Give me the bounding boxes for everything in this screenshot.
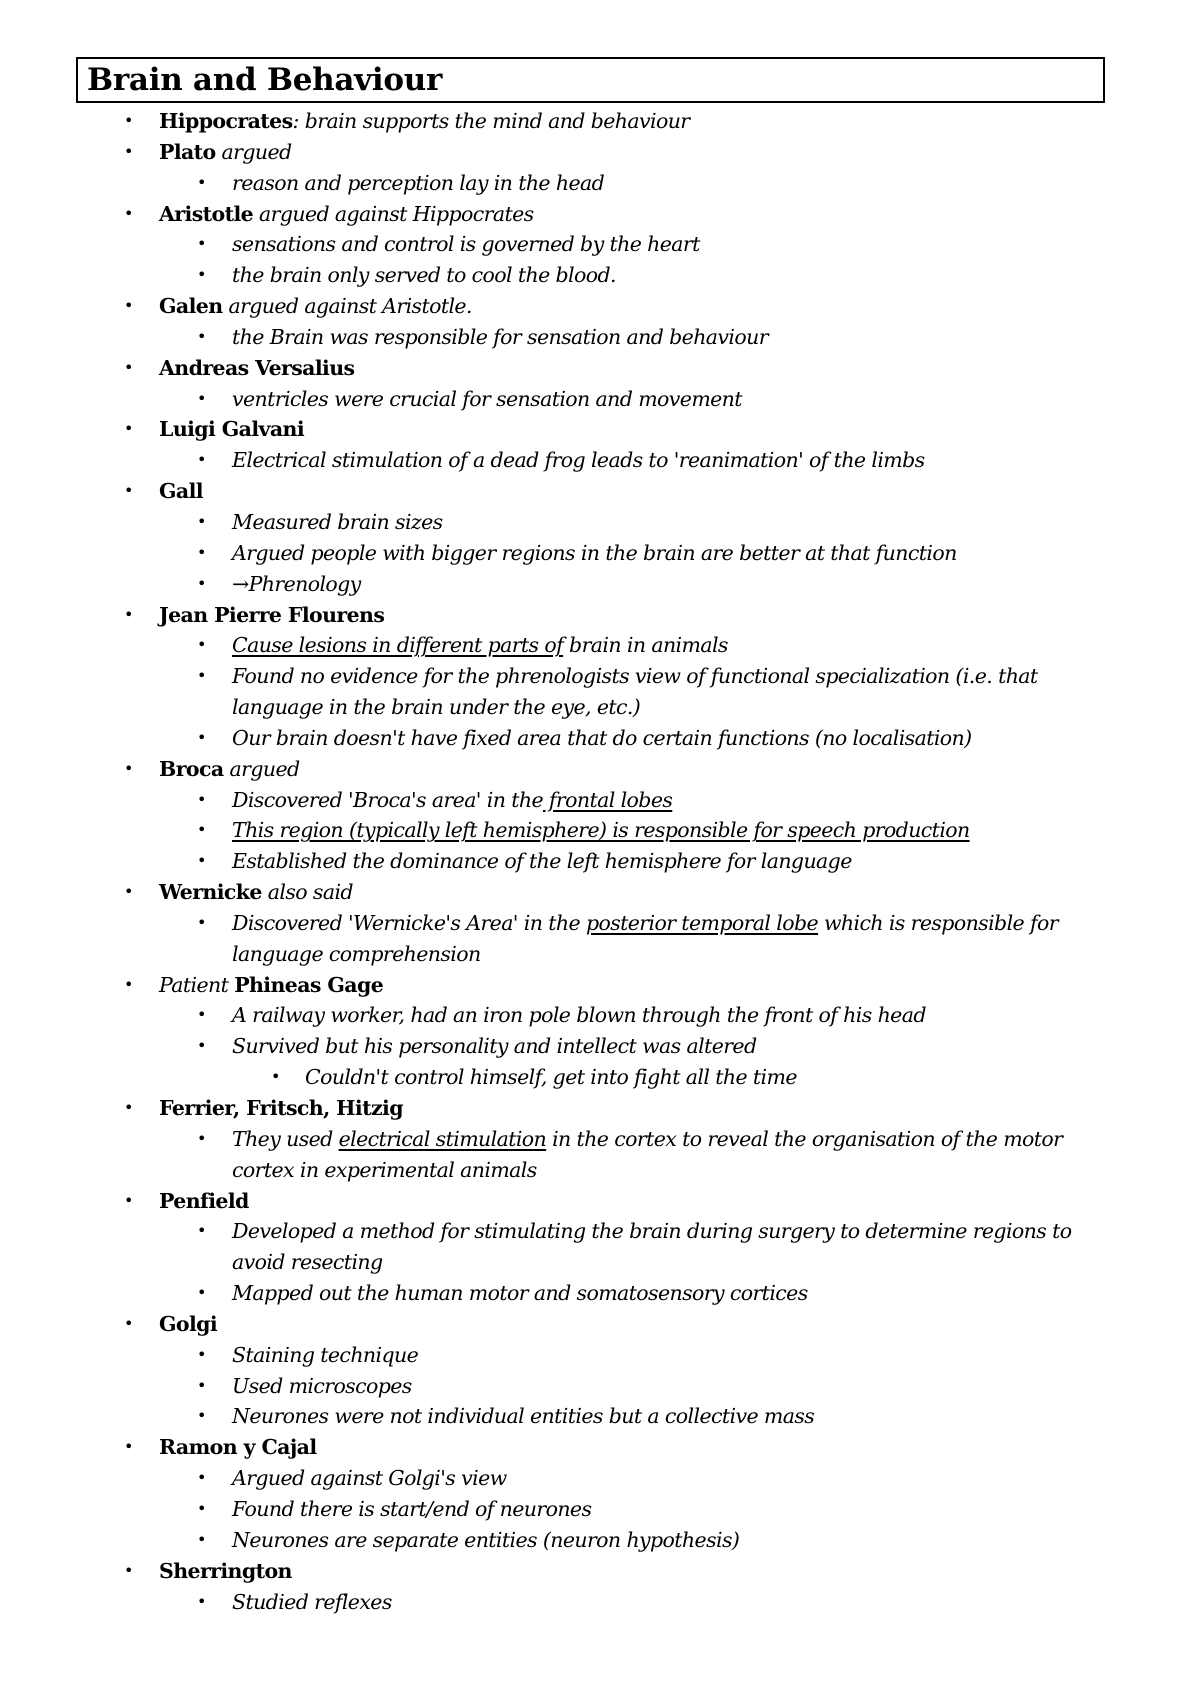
sub-item xyxy=(0,1371,1092,1402)
topic-name: Jean Pierre Flourens xyxy=(159,602,385,627)
bullet-icon: • xyxy=(124,296,133,316)
bullet-icon: • xyxy=(197,388,206,408)
note-text: which is responsible for language comprehension xyxy=(232,910,1058,966)
bullet-icon: • xyxy=(197,789,206,809)
sub-item xyxy=(0,260,1092,291)
topic-item xyxy=(0,1432,1200,1463)
note-text: Mapped out the human motor and somatosensory cortices xyxy=(232,1281,808,1306)
note-text: Our brain doesn't have fixed area that do certain functions (no localisation) xyxy=(232,725,972,750)
sub-item xyxy=(0,723,1092,754)
topic-name: Penfield xyxy=(159,1188,249,1213)
bullet-icon: • xyxy=(271,1067,280,1087)
note-text: posterior temporal lobe xyxy=(585,910,819,935)
note-text: argued xyxy=(215,139,292,164)
sub-item xyxy=(0,384,1092,415)
bullet-icon: • xyxy=(197,573,206,593)
topic-name: Andreas Versalius xyxy=(159,355,355,380)
bullet-icon: • xyxy=(124,357,133,377)
sub-item xyxy=(0,1494,1092,1525)
note-text: Patient xyxy=(159,972,235,997)
bullet-icon: • xyxy=(197,1591,206,1611)
page-title: Brain and Behaviour xyxy=(87,61,443,98)
sub-item xyxy=(0,168,1092,199)
note-text: Argued people with bigger regions in the brain are better at that function xyxy=(232,540,957,565)
topic-item xyxy=(0,1093,1200,1124)
note-text: the brain only served to cool the blood. xyxy=(232,263,616,288)
note-text: argued xyxy=(223,756,300,781)
sub-item xyxy=(0,1401,1092,1432)
note-text: Cause lesions in different parts of xyxy=(232,633,564,658)
topic-name: Broca xyxy=(159,756,224,781)
bullet-icon: • xyxy=(197,820,206,840)
bullet-icon: • xyxy=(124,419,133,439)
topic-item xyxy=(0,1309,1200,1340)
bullet-icon: • xyxy=(197,1375,206,1395)
bullet-icon: • xyxy=(124,111,133,130)
note-text: Found there is start/end of neurones xyxy=(232,1496,592,1521)
notes-list xyxy=(0,106,1200,1617)
note-text: ventricles were crucial for sensation and movement xyxy=(232,386,742,411)
sub-item xyxy=(0,661,1092,723)
topic-item xyxy=(0,1556,1200,1587)
note-text: also said xyxy=(261,880,353,905)
topic-item xyxy=(0,137,1200,168)
note-text: reason and perception lay in the head xyxy=(232,170,605,195)
sub-item xyxy=(0,785,1092,816)
note-text: Used microscopes xyxy=(232,1373,412,1398)
topic-name: Phineas Gage xyxy=(234,972,384,997)
note-text: Couldn't control himself, get into fight all the time xyxy=(305,1065,797,1090)
bullet-icon: • xyxy=(197,1344,206,1364)
note-text: the Brain was responsible for sensation and behaviour xyxy=(232,324,768,349)
topic-name: Galen xyxy=(159,294,223,319)
topic-item xyxy=(0,754,1200,785)
note-text: Discovered 'Wernicke's Area' in the xyxy=(232,910,586,935)
sub-item xyxy=(0,1216,1092,1278)
note-text: Argued against Golgi's view xyxy=(232,1466,507,1491)
sub-item xyxy=(0,1587,1092,1618)
topic-name: Sherrington xyxy=(159,1558,292,1583)
bullet-icon: • xyxy=(197,1498,206,1518)
bullet-icon: • xyxy=(124,604,133,624)
bullet-icon: • xyxy=(124,1313,133,1333)
topic-name: Aristotle xyxy=(159,201,254,226)
bullet-icon: • xyxy=(197,450,206,470)
bullet-icon: • xyxy=(197,172,206,192)
note-text: Neurones are separate entities (neuron hypothesis) xyxy=(232,1527,740,1552)
note-text: Neurones were not individual entities but a collective mass xyxy=(232,1404,815,1429)
topic-name: Luigi Galvani xyxy=(159,417,305,442)
note-text: Staining technique xyxy=(232,1342,419,1367)
bullet-icon: • xyxy=(197,234,206,254)
sub-item xyxy=(0,815,1092,846)
topic-item xyxy=(0,414,1200,445)
topic-name: Gall xyxy=(159,479,203,504)
note-text: Established the dominance of the left hemisphere for language xyxy=(232,849,852,874)
note-text: They used xyxy=(232,1126,339,1151)
bullet-icon: • xyxy=(197,1221,206,1241)
bullet-icon: • xyxy=(197,1468,206,1488)
note-text: brain in animals xyxy=(563,633,728,658)
note-text: A railway worker, had an iron pole blown through the front of his head xyxy=(232,1003,926,1028)
bullet-icon: • xyxy=(124,758,133,778)
topic-name: Ramon y Cajal xyxy=(159,1435,317,1460)
topic-name: Golgi xyxy=(159,1311,218,1336)
bullet-icon: • xyxy=(197,1529,206,1549)
bullet-icon: • xyxy=(197,666,206,686)
sub-item xyxy=(0,538,1092,569)
topic-item xyxy=(0,476,1200,507)
sub-item xyxy=(0,507,1092,538)
bullet-icon: • xyxy=(197,851,206,871)
sub-item xyxy=(0,1463,1092,1494)
bullet-icon: • xyxy=(197,1128,206,1148)
bullet-icon: • xyxy=(124,882,133,902)
note-text: Electrical stimulation of a dead frog leads to 'reanimation' of the limbs xyxy=(232,448,925,473)
topic-item xyxy=(0,106,1200,137)
sub-item xyxy=(0,846,1092,877)
note-text: sensations and control is governed by the heart xyxy=(232,232,700,257)
topic-name: Ferrier, Fritsch, Hitzig xyxy=(159,1096,403,1120)
note-text: This region (typically left hemisphere) is responsible for speech production xyxy=(232,818,970,843)
topic-item xyxy=(0,353,1200,384)
sub-sub-item xyxy=(0,1062,1200,1093)
sub-item xyxy=(0,569,1092,600)
sub-item xyxy=(0,1124,1092,1186)
bullet-icon: • xyxy=(124,1190,133,1210)
bullet-icon: • xyxy=(197,326,206,346)
topic-item xyxy=(0,877,1200,908)
note-text: argued against Hippocrates xyxy=(253,201,534,226)
bullet-icon: • xyxy=(124,481,133,501)
topic-item xyxy=(0,970,1200,1001)
note-text: frontal lobes xyxy=(543,787,673,812)
note-text: in the cortex to reveal the organisation of the motor cortex in experimental animals xyxy=(232,1126,1063,1182)
bullet-icon: • xyxy=(197,1005,206,1025)
sub-item xyxy=(0,229,1092,260)
bullet-icon: • xyxy=(197,1283,206,1303)
bullet-icon: • xyxy=(197,511,206,531)
note-text: : brain supports the mind and behaviour xyxy=(292,109,690,133)
note-text: Developed a method for stimulating the brain during surgery to determine regions to avoid resecting xyxy=(232,1219,1072,1275)
topic-name: Wernicke xyxy=(159,880,262,905)
note-text: →Phrenology xyxy=(232,571,361,596)
sub-item xyxy=(0,1000,1092,1031)
bullet-icon: • xyxy=(197,635,206,655)
note-text: Studied reflexes xyxy=(232,1589,392,1614)
bullet-icon: • xyxy=(124,141,133,161)
note-text: Found no evidence for the phrenologists view of functional specialization (i.e. that language in the brain under the eye, etc.) xyxy=(232,664,1038,720)
bullet-icon: • xyxy=(124,1098,133,1117)
sub-item xyxy=(0,322,1092,353)
bullet-icon: • xyxy=(124,974,133,994)
note-text: electrical stimulation xyxy=(338,1126,547,1151)
topic-name: Plato xyxy=(159,139,216,164)
bullet-icon: • xyxy=(197,542,206,562)
sub-item xyxy=(0,1340,1092,1371)
bullet-icon: • xyxy=(197,1036,206,1056)
bullet-icon: • xyxy=(197,912,206,932)
sub-item xyxy=(0,1278,1092,1309)
note-text: Discovered 'Broca's area' in the xyxy=(232,787,544,812)
sub-item xyxy=(0,445,1092,476)
topic-item xyxy=(0,291,1200,322)
topic-item xyxy=(0,199,1200,230)
bullet-icon: • xyxy=(124,1560,133,1580)
note-text: argued against Aristotle. xyxy=(222,294,472,319)
sub-item xyxy=(0,630,1092,661)
sub-item xyxy=(0,1525,1092,1556)
title-box xyxy=(76,57,1105,103)
topic-name: Hippocrates xyxy=(159,109,293,133)
bullet-icon: • xyxy=(197,265,206,285)
note-text: Measured brain sizes xyxy=(232,509,443,534)
note-text: Survived but his personality and intellect was altered xyxy=(232,1034,757,1059)
topic-item xyxy=(0,1186,1200,1217)
sub-item xyxy=(0,1031,1092,1062)
bullet-icon: • xyxy=(197,1406,206,1426)
bullet-icon: • xyxy=(197,727,206,747)
topic-item xyxy=(0,600,1200,631)
sub-item xyxy=(0,908,1092,970)
bullet-icon: • xyxy=(124,1437,133,1457)
bullet-icon: • xyxy=(124,203,133,223)
